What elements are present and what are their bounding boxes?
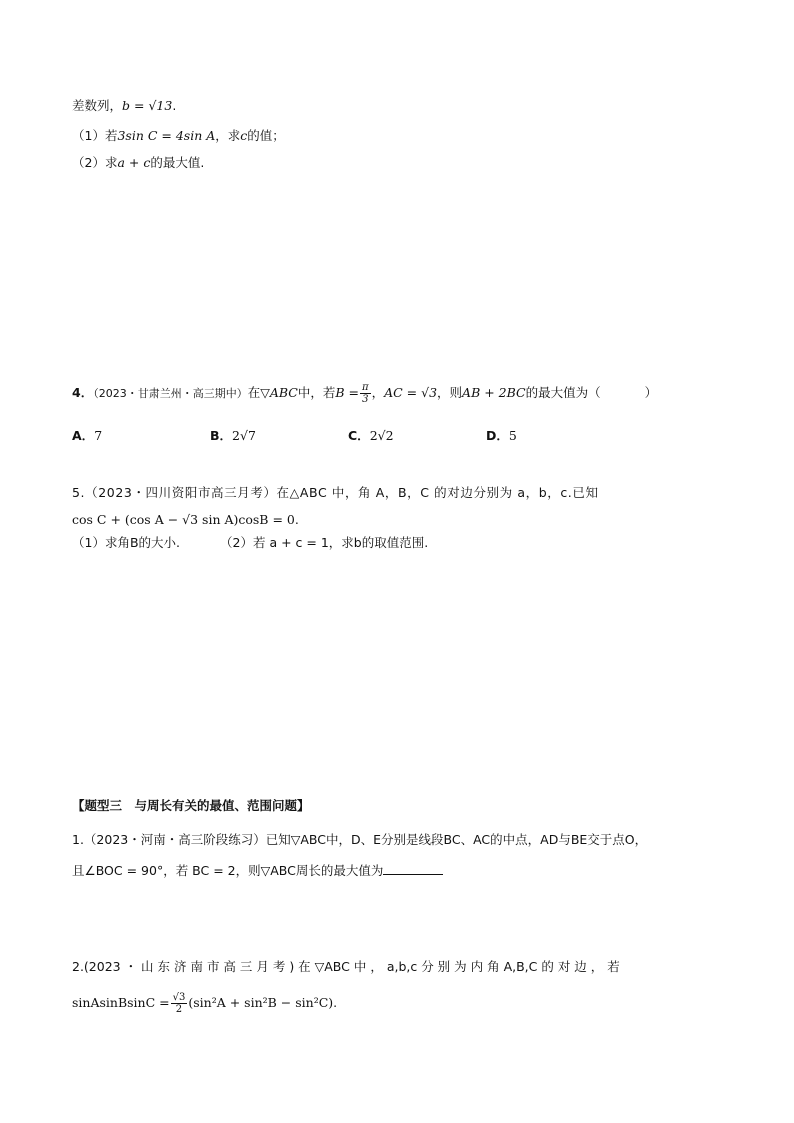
q4-triangle: ▽ABC [260, 385, 298, 400]
q3-part2-math: a + c [117, 155, 151, 170]
s3q2-fraction [171, 992, 188, 1015]
s3q2-line2 [72, 992, 337, 1015]
q4-choice-b[interactable] [210, 426, 256, 446]
q3-part2 [72, 153, 204, 173]
q3-math-b: b = √13 [122, 98, 173, 113]
q3-part1-text: ，求 [215, 128, 241, 143]
q4-text-d: 的最大值为（ [525, 385, 601, 400]
q4-frac-den: 3 [362, 394, 369, 405]
q4-number: 4． [72, 385, 94, 400]
q4-choice-d-label: D． [486, 428, 509, 443]
s3q2-lhs: sinAsinBsinC = [72, 995, 170, 1010]
q3-period: . [172, 98, 177, 113]
q5-part1: （1）求角B的大小. [72, 535, 181, 550]
q5-equation: cos C + (cos A − √3 sin A)cosB = 0. [72, 512, 299, 527]
q4-choice-b-value: 2√7 [232, 428, 256, 443]
q4-fraction [360, 382, 371, 405]
s3q1-text1: 1.（2023・河南・高三阶段练习）已知▽ABC中，D、E分别是线段BC、AC的中点，AD与BE交于点O， [72, 832, 648, 847]
s3q2-frac-num: √3 [172, 992, 186, 1003]
section3-title [72, 796, 310, 816]
q5-part2: （2）若 a + c = 1，求b的取值范围. [220, 535, 429, 550]
s3q2-frac-den: 2 [175, 1004, 183, 1015]
q5-stem-text: 5.（2023・四川资阳市高三月考）在△ABC 中，角 A，B，C 的对边分别为 a，b，c.已知 [72, 485, 599, 500]
s3q1-answer-blank[interactable] [383, 862, 443, 875]
q4-source: （2023・甘肃兰州・高三期中） [93, 387, 248, 400]
q3-text: 差数列， [72, 98, 123, 113]
q4-choice-a-label: A． [72, 428, 95, 443]
q4-expr: AB + 2BC [462, 385, 526, 400]
s3q1-text2: 且∠BOC = 90°，若 BC = 2，则▽ABC周长的最大值为 [72, 863, 384, 878]
q3-part1-math: 3sin C = 4sin A [117, 128, 216, 143]
s3q1-line1 [72, 830, 647, 850]
q4-choice-c-label: C． [348, 428, 370, 443]
q4-text-b: 中，若 [297, 385, 336, 400]
s3q2-rhs: (sin²A + sin²B − sin²C). [188, 995, 338, 1010]
q4-AC-eq: AC = √3 [384, 385, 438, 400]
s3q2-line1 [72, 957, 620, 977]
q5-stem-line2 [72, 510, 299, 530]
q4-choice-b-label: B． [210, 428, 233, 443]
q4-choice-c-value: 2√2 [369, 428, 394, 443]
q4-comma: ， [371, 385, 385, 400]
q4-text-c: ，则 [437, 385, 463, 400]
q3-part2-end: 的最大值. [150, 155, 205, 170]
q4-text-a: 在 [247, 385, 261, 400]
q4-choice-a-value: 7 [94, 428, 103, 443]
q4-stem [72, 382, 657, 405]
q3-part1-var: c [240, 128, 248, 143]
section3-title-text: 【题型三 与周长有关的最值、范围问题】 [72, 798, 310, 813]
q4-close: ） [644, 385, 658, 400]
q5-stem-line1 [72, 483, 599, 503]
q4-choice-d[interactable] [486, 426, 517, 446]
q3-part1-label: （1）若 [72, 128, 118, 143]
q4-choice-c[interactable] [348, 426, 394, 446]
q4-choice-d-value: 5 [508, 428, 517, 443]
q4-choice-a[interactable] [72, 426, 102, 446]
q4-B-eq: B = [335, 385, 359, 400]
q3-part2-label: （2）求 [72, 155, 118, 170]
q3-line1 [72, 96, 176, 116]
q3-part1 [72, 126, 285, 146]
s3q2-text1: 2.(2023 ・ 山 东 济 南 市 高 三 月 考 ) 在 ▽ABC 中 ， a,b,c 分 别 为 内 角 A,B,C 的 对 边 ， 若 [72, 959, 620, 974]
q5-parts [72, 533, 428, 553]
s3q1-line2 [72, 861, 443, 881]
q3-part1-end: 的值； [247, 128, 285, 143]
q4-frac-num: π [362, 382, 369, 393]
